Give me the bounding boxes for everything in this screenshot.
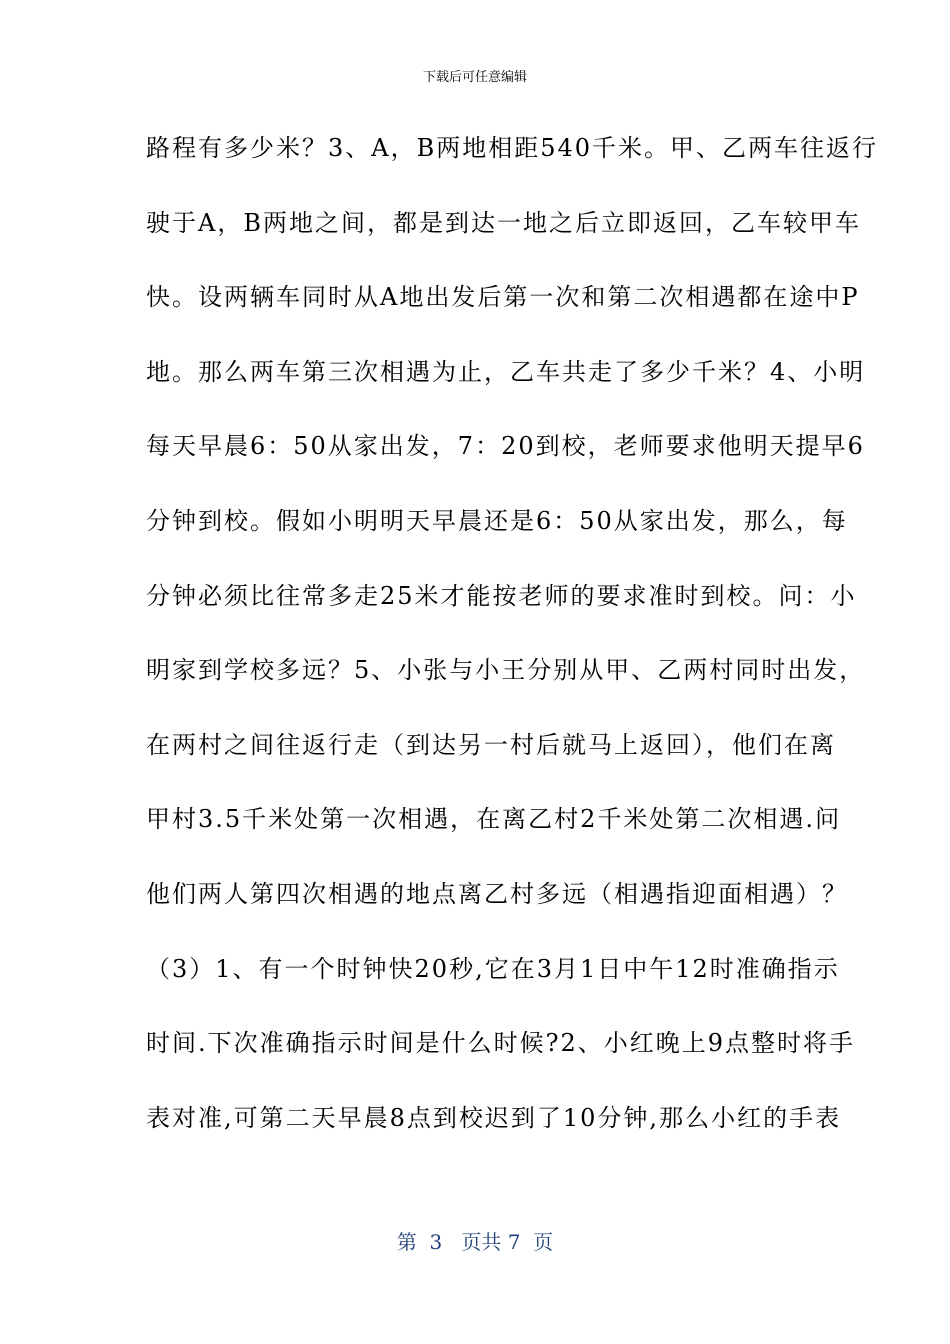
text-line: 驶于A，B两地之间，都是到达一地之后立即返回，乙车较甲车 xyxy=(146,208,861,237)
text-line: 他们两人第四次相遇的地点离乙村多远（相遇指迎面相遇）？ xyxy=(146,879,848,908)
text-line: 分钟到校。假如小明明天早晨还是6：50从家出发，那么，每 xyxy=(146,506,848,535)
page-header: 下载后可任意编辑 xyxy=(422,70,527,85)
page-footer: 第 3 页共 7 页 xyxy=(396,1230,554,1254)
document-body xyxy=(146,118,879,1162)
text-line: （3）1、有一个时钟快20秒,它在3月1日中午12时准确指示 xyxy=(146,954,840,983)
text-line: 表对准,可第二天早晨8点到校迟到了10分钟,那么小红的手表 xyxy=(146,1103,842,1132)
text-line: 每天早晨6：50从家出发，7：20到校，老师要求他明天提早6 xyxy=(146,432,865,461)
text-line: 快。设两辆车同时从A地出发后第一次和第二次相遇都在途中P xyxy=(146,283,860,312)
text-line: 甲村3.5千米处第一次相遇，在离乙村2千米处第二次相遇.问 xyxy=(146,805,842,834)
text-line: 分钟必须比往常多走25米才能按老师的要求准时到校。问：小 xyxy=(146,581,857,610)
text-line: 明家到学校多远？5、小张与小王分别从甲、乙两村同时出发， xyxy=(146,656,866,685)
text-line: 在两村之间往返行走（到达另一村后就马上返回），他们在离 xyxy=(146,730,836,759)
text-line: 地。那么两车第三次相遇为止，乙车共走了多少千米？4、小明 xyxy=(146,357,866,386)
text-line: 路程有多少米？3、A，B两地相距540千米。甲、乙两车往返行 xyxy=(146,134,879,162)
text-line: 时间.下次准确指示时间是什么时候?2、小红晚上9点整时将手 xyxy=(146,1029,856,1058)
